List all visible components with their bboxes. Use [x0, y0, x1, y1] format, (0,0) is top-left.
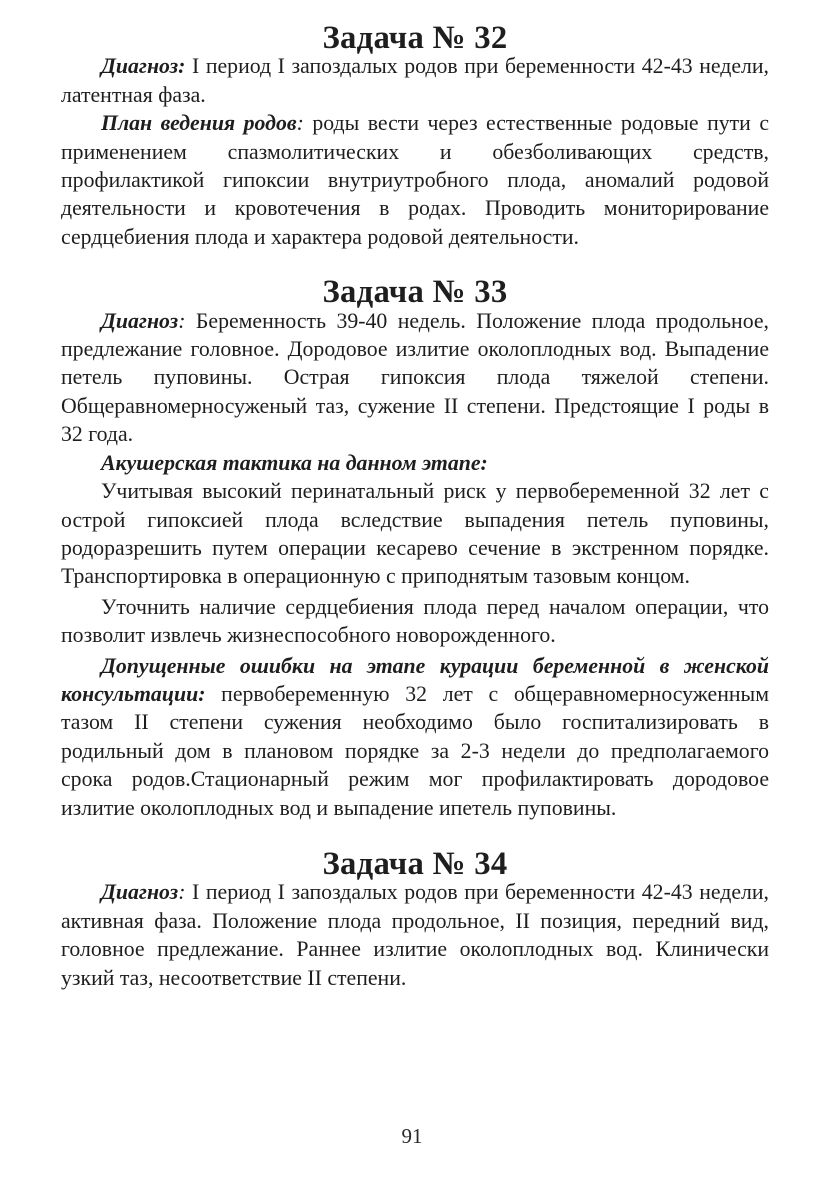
task-33-diagnosis-text: Беременность 39-40 недель. Положение плода продольное, предлежание головное. Дородовое излитие околоплодных вод. Выпадение петель пуповины. Острая гипоксия плода тяжелой степени. Общеравномерносуженый таз, сужение II степени. Предстоящие I роды в 32 года. — [61, 308, 769, 447]
task-33-errors-label: Допущенные ошибки на этапе курации беременной в женской консультации: — [61, 653, 769, 706]
task-33-diagnosis — [61, 307, 769, 449]
task-34-diagnosis-label: Диагноз — [101, 880, 179, 905]
task-32-diagnosis — [61, 52, 769, 109]
task-33-tactics-paragraph-1: Учитывая высокий перинатальный риск у первобеременной 32 лет с острой гипоксией плода вследствие выпадения петель пуповины, родоразрешить путем операции кесарево сечение в экстренном порядке. Транспортировка в операционную с приподнятым тазовым концом. — [61, 479, 769, 589]
task-34-title: Задача № 34 — [322, 845, 508, 882]
task-32-delivery-plan — [61, 109, 769, 251]
task-34-diagnosis — [61, 878, 769, 992]
task-33-diagnosis-label-colon: : — [178, 308, 186, 333]
task-33-errors — [61, 652, 769, 822]
task-32-plan-text: роды вести через естественные родовые пути с применением спазмолитических и обезболивающих средств, профилактикой гипоксии внутриутробного плода, аномалий родовой деятельности и кровотечения в родах. Проводить мониторирование сердцебиения плода и характера родовой деятельности. — [61, 111, 769, 249]
task-33-tactics-label: Акушерская тактика на данном этапе: — [101, 450, 488, 475]
task-32-diagnosis-text: I период I запоздалых родов при беременности 42-43 недели, латентная фаза. — [61, 54, 769, 107]
task-33-title: Задача № 33 — [322, 274, 508, 311]
task-32-title: Задача № 32 — [322, 20, 508, 56]
page-content — [61, 20, 769, 992]
task-33-tactics-heading — [61, 449, 769, 477]
task-34-diagnosis-label-colon: : — [178, 880, 186, 905]
task-32-plan-label-colon: : — [296, 111, 304, 136]
page-number: 91 — [401, 1124, 423, 1148]
task-33-diagnosis-label: Диагноз — [101, 308, 179, 333]
task-32-diagnosis-label: Диагноз: — [101, 54, 186, 79]
task-34-diagnosis-text: I период I запоздалых родов при беременности 42-43 недели, активная фаза. Положение плода продольное, II позиция, передний вид, головное предлежание. Раннее излитие околоплодных вод. Клинически узкий таз, несоответствие II степени. — [61, 880, 769, 990]
task-32-plan-label: План ведения родов — [101, 111, 297, 136]
task-33-errors-text: первобеременную 32 лет с общеравномерносуженным тазом II степени сужения необходимо было госпитализировать в родильный дом в плановом порядке за 2-3 недели до предполагаемого срока родов.Стационарный режим мог профилактировать дородовое излитие околоплодных вод и выпадение ипетель пуповины. — [61, 681, 769, 820]
task-33-tactics-paragraph-2: Уточнить наличие сердцебиения плода перед началом операции, что позволит извлечь жизнеспособного новорожденного. — [61, 594, 769, 648]
